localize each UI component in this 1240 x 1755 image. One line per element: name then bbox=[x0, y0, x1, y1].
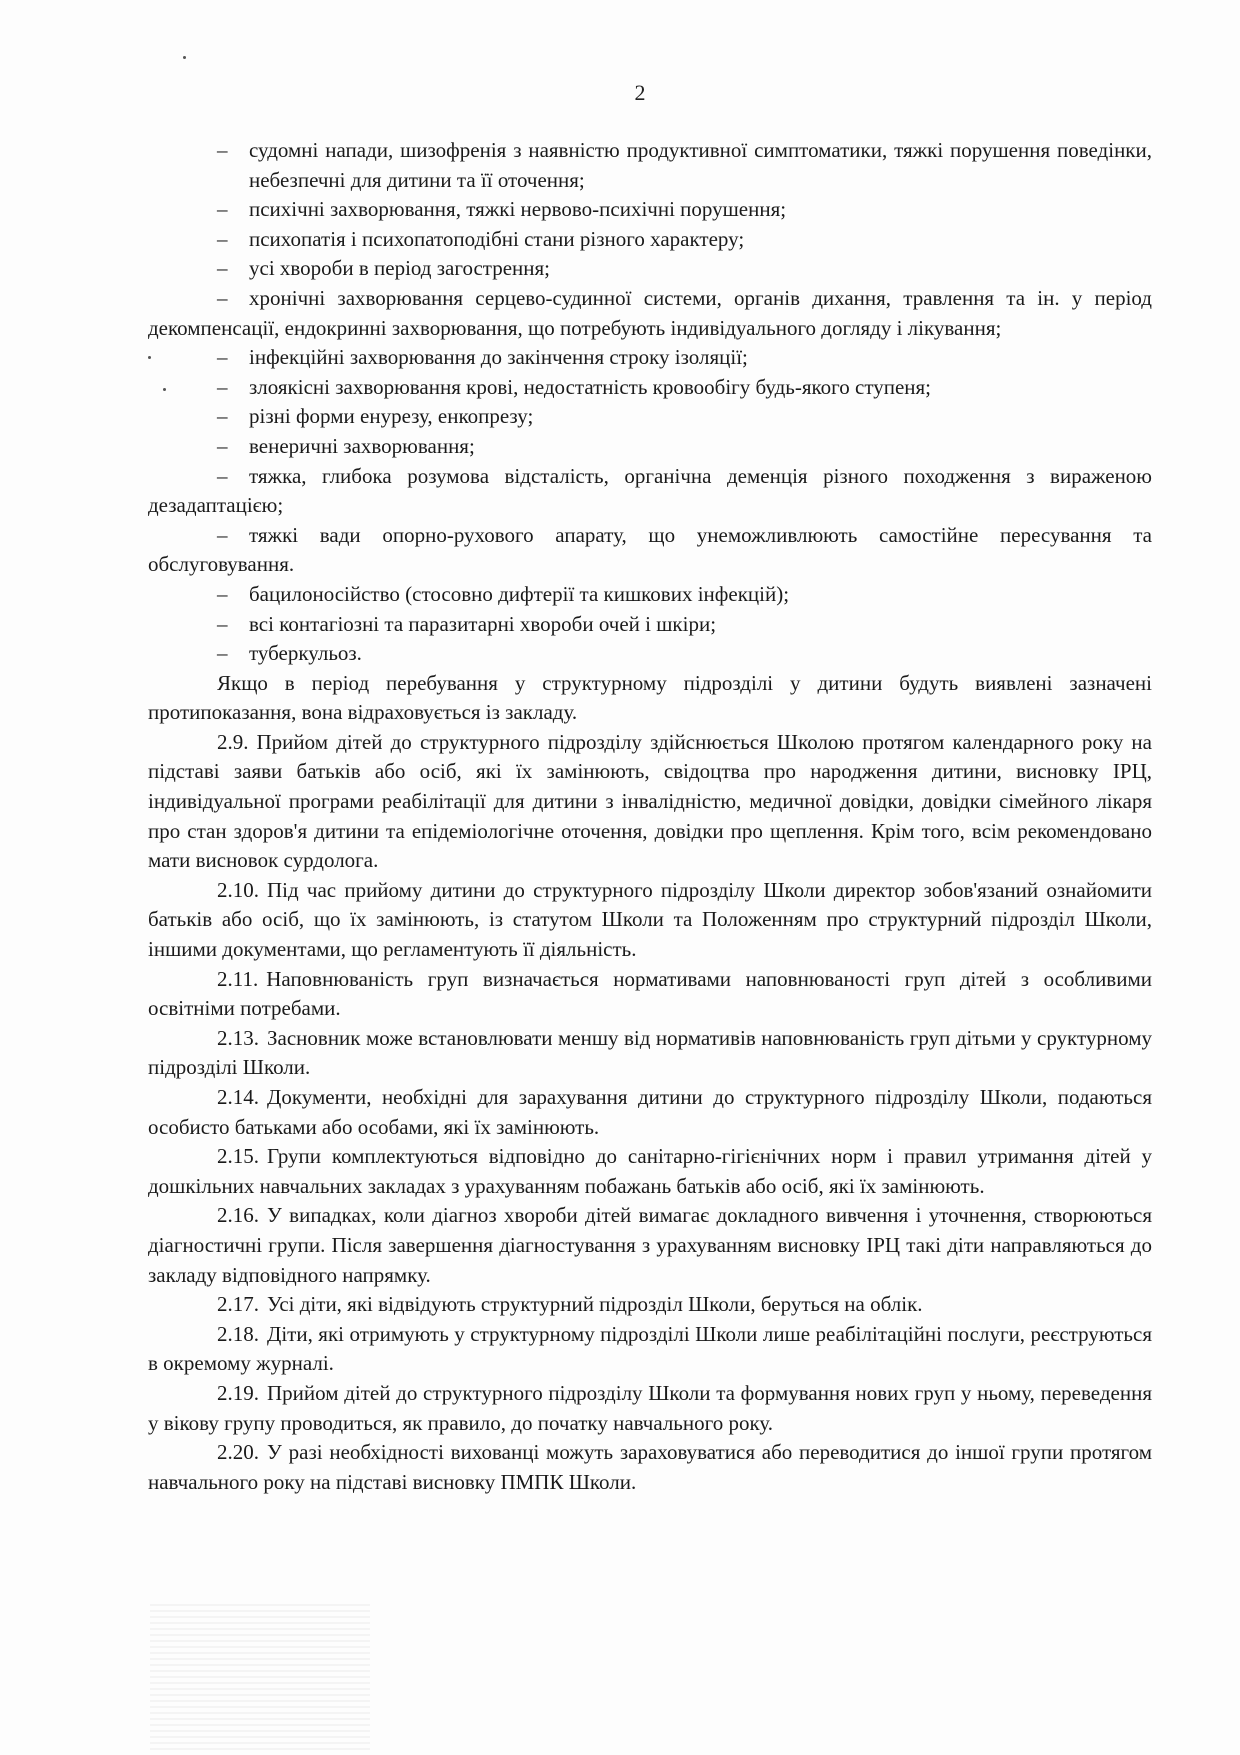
paragraph-number: 2.13. bbox=[217, 1025, 259, 1050]
page-number: 2 bbox=[634, 80, 646, 105]
numbered-paragraph bbox=[148, 1024, 1152, 1083]
list-item bbox=[148, 136, 1152, 195]
list-item bbox=[148, 284, 1152, 343]
list-item-text: різні форми енурезу, енкопрезу; bbox=[249, 404, 534, 429]
numbered-paragraph bbox=[148, 1083, 1152, 1142]
list-dash: – bbox=[217, 197, 228, 222]
list-item bbox=[148, 195, 1152, 225]
paragraph-number: 2.14. bbox=[217, 1085, 259, 1109]
paragraph-text: Усі діти, які відвідують структурний підрозділ Школи, беруться на облік. bbox=[267, 1292, 923, 1317]
numbered-paragraphs bbox=[148, 728, 1152, 1497]
numbered-paragraph bbox=[148, 876, 1152, 965]
paragraph-text: У випадках, коли діагноз хвороби дітей вимагає докладного вивчення і уточнення, створюються діагностичні групи. Після завершення діагностування з урахуванням висновку ІРЦ такі діти направляються до закладу відповідного напрямку. bbox=[148, 1203, 1152, 1287]
list-dash: – bbox=[217, 581, 228, 606]
paragraph-number: 2.19. bbox=[217, 1380, 259, 1405]
contraindications-list bbox=[148, 136, 1152, 669]
numbered-paragraph bbox=[148, 1142, 1152, 1201]
list-dash: – bbox=[217, 641, 228, 666]
numbered-paragraph bbox=[148, 728, 1152, 876]
list-item bbox=[148, 373, 1152, 403]
list-item bbox=[148, 580, 1152, 610]
paragraph-number: 2.20. bbox=[217, 1440, 259, 1465]
list-item bbox=[148, 225, 1152, 255]
paragraph-number: 2.15. bbox=[217, 1144, 259, 1169]
document-body bbox=[148, 136, 1152, 1497]
scan-bleed-through bbox=[150, 1600, 370, 1750]
list-item-text: всі контагіозні та паразитарні хвороби очей і шкіри; bbox=[249, 611, 717, 636]
list-item-text: психопатія і психопатоподібні стани різного характеру; bbox=[249, 226, 745, 251]
list-item bbox=[148, 402, 1152, 432]
list-dash: – bbox=[217, 345, 228, 370]
paragraph-number: 2.18. bbox=[217, 1321, 259, 1346]
list-item bbox=[148, 254, 1152, 284]
paragraph-number: 2.9. bbox=[217, 729, 249, 754]
numbered-paragraph bbox=[148, 1201, 1152, 1290]
paragraph-text: Під час прийому дитини до структурного підрозділу Школи директор зобов'язаний ознайомити батьків або осіб, що їх замінюють, із статутом Школи та Положенням про структурний підрозділ Школи, іншими документами, що регламентують її діяльність. bbox=[148, 877, 1152, 962]
numbered-paragraph bbox=[148, 1438, 1152, 1497]
list-item-text: інфекційні захворювання до закінчення строку ізоляції; bbox=[249, 345, 748, 370]
list-dash: – bbox=[217, 256, 228, 281]
numbered-paragraph bbox=[148, 1290, 1152, 1320]
list-item bbox=[148, 343, 1152, 373]
list-item-text: бацилоносійство (стосовно дифтерії та кишкових інфекцій); bbox=[249, 581, 790, 606]
scan-speck bbox=[183, 56, 186, 59]
numbered-paragraph bbox=[148, 1379, 1152, 1438]
list-dash: – bbox=[217, 285, 228, 310]
paragraph-text: Прийом дітей до структурного підрозділу здійснюється Школою протягом календарного року на підставі заяви батьків або осіб, які їх замінюють, свідоцтва про народження дитини, висновку ІРЦ, індивідуальної програми реабілітації для дитини з інвалідністю, медичної довідки, довідки сімейного лікаря про стан здоров'я дитини та епідеміологічне оточення, довідки про щеплення. Крім того, всім рекомендовано мати висновок сурдолога. bbox=[148, 729, 1152, 873]
list-dash: – bbox=[217, 611, 228, 636]
list-item bbox=[148, 610, 1152, 640]
paragraph-text: Засновник може встановлювати меншу від нормативів наповнюваність груп дітьми у сруктурному підрозділі Школи. bbox=[148, 1025, 1152, 1080]
paragraph-text: Наповнюваність груп визначається нормативами наповнюваності груп дітей з особливими освітніми потребами. bbox=[148, 966, 1152, 1021]
list-item-text: тяжкі вади опорно-рухового апарату, що унеможливлюють самостійне пересування та обслуговування. bbox=[148, 522, 1152, 577]
list-dash: – bbox=[217, 138, 228, 162]
list-item bbox=[148, 432, 1152, 462]
list-item bbox=[148, 521, 1152, 580]
paragraph-text: Діти, які отримують у структурному підрозділі Школи лише реабілітаційні послуги, реєструються в окремому журналі. bbox=[148, 1321, 1152, 1376]
list-dash: – bbox=[217, 463, 228, 488]
paragraph-text: Документи, необхідні для зарахування дитини до структурного підрозділу Школи, подаються особисто батьками або особами, які їх замінюють. bbox=[148, 1085, 1152, 1139]
numbered-paragraph bbox=[148, 1320, 1152, 1379]
list-dash: – bbox=[217, 522, 228, 547]
paragraph-number: 2.10. bbox=[217, 877, 259, 902]
list-item-text: злоякісні захворювання крові, недостатність кровообігу будь-якого ступеня; bbox=[249, 374, 932, 399]
paragraph-text: У разі необхідності вихованці можуть зараховуватися або переводитися до іншої групи протягом навчального року на підставі висновку ПМПК Школи. bbox=[148, 1440, 1152, 1494]
paragraph-number: 2.16. bbox=[217, 1203, 259, 1228]
closing-paragraph: Якщо в період перебування у структурному підрозділі у дитини будуть виявлені зазначені протипоказання, вона відраховується із закладу. bbox=[148, 670, 1152, 725]
paragraph-number: 2.11. bbox=[217, 966, 259, 991]
list-item-text: психічні захворювання, тяжкі нервово-психічні порушення; bbox=[249, 197, 787, 222]
numbered-paragraph bbox=[148, 965, 1152, 1024]
list-item-text: венеричні захворювання; bbox=[249, 433, 475, 458]
list-item-text: усі хвороби в період загострення; bbox=[249, 256, 551, 281]
paragraph-text: Групи комплектуються відповідно до санітарно-гігієнічних норм і правил утримання дітей у дошкільних навчальних закладах з урахуванням побажань батьків або осіб, які їх замінюють. bbox=[148, 1144, 1152, 1198]
list-item bbox=[148, 462, 1152, 521]
paragraph-text: Прийом дітей до структурного підрозділу Школи та формування нових груп у ньому, переведення у вікову групу проводиться, як правило, до початку навчального року. bbox=[148, 1380, 1152, 1435]
paragraph-number: 2.17. bbox=[217, 1292, 259, 1317]
list-dash: – bbox=[217, 404, 228, 429]
list-dash: – bbox=[217, 226, 228, 251]
list-item-text: судомні напади, шизофренія з наявністю продуктивної симптоматики, тяжкі порушення поведінки, небезпечні для дитини та її оточення; bbox=[249, 138, 1152, 192]
list-item-text: туберкульоз. bbox=[249, 641, 362, 666]
list-item-text: тяжка, глибока розумова відсталість, органічна деменція різного походження з вираженою дезадаптацією; bbox=[148, 463, 1152, 518]
list-dash: – bbox=[217, 374, 228, 399]
list-dash: – bbox=[217, 433, 228, 458]
list-item bbox=[148, 639, 1152, 669]
list-item-text: хронічні захворювання серцево-судинної системи, органів дихання, травлення та ін. у період декомпенсації, ендокринні захворювання, що потребують індивідуального догляду і лікування; bbox=[148, 285, 1152, 340]
